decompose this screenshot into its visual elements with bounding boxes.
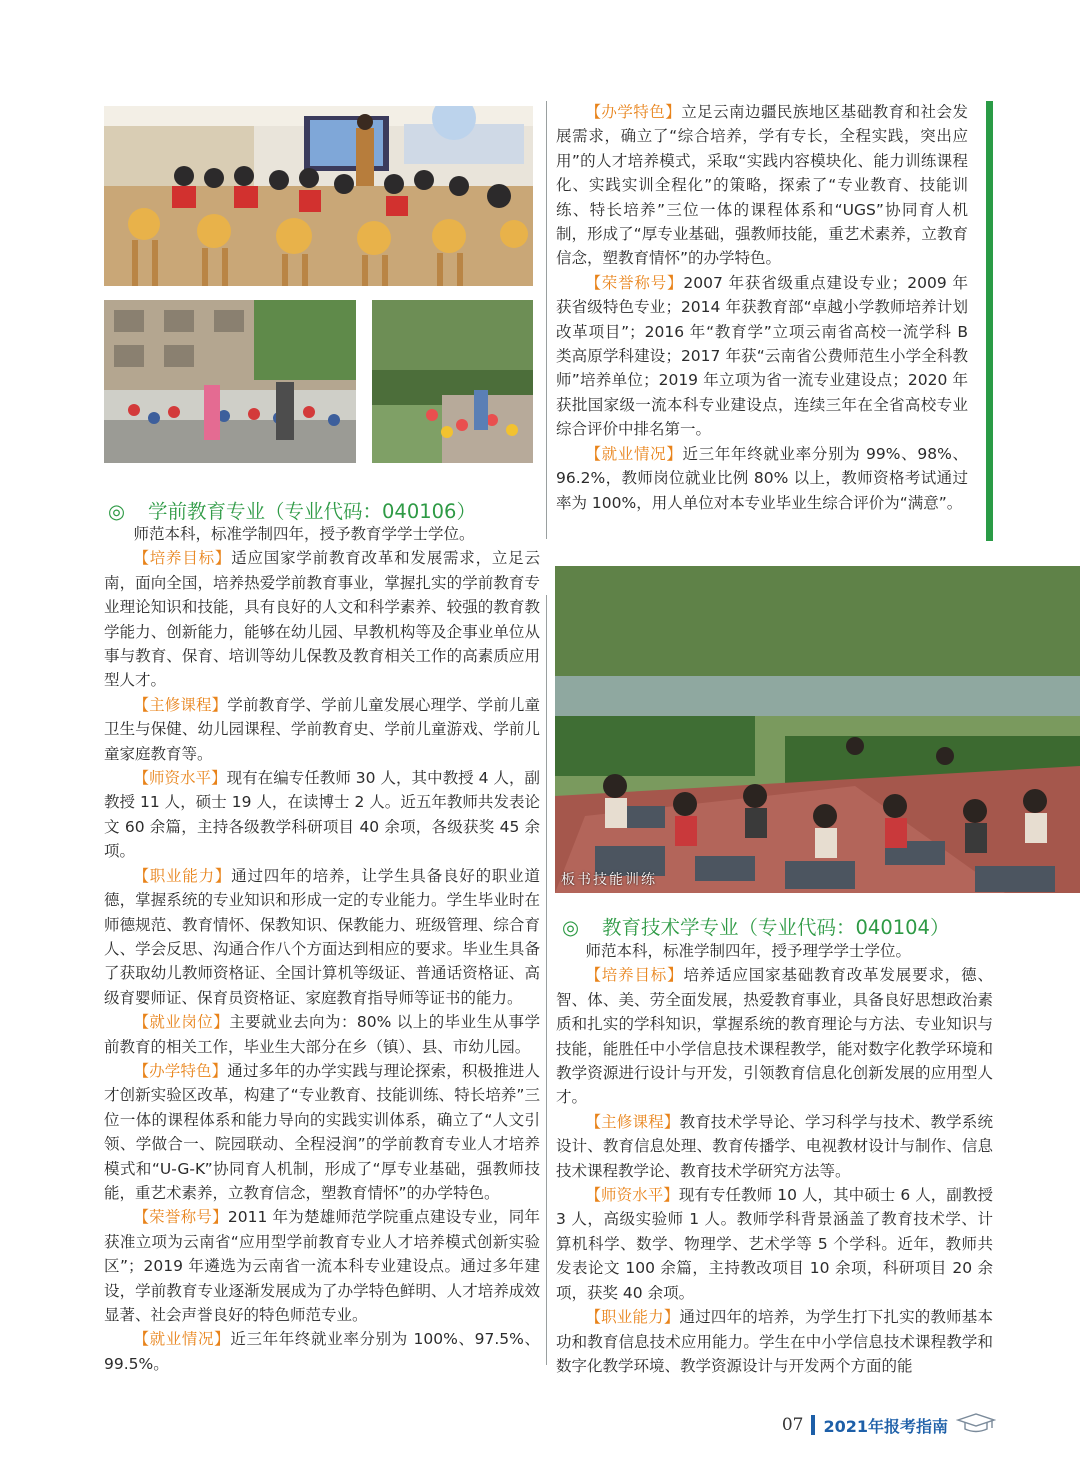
paragraph: 【就业情况】近三年年终就业率分别为 100%、97.5%、99.5%。 bbox=[104, 1330, 540, 1373]
photo-outdoor-activity-right bbox=[372, 300, 533, 463]
section-heading-preschool: ◎ 学前教育专业（专业代码：040106） bbox=[108, 500, 476, 523]
paragraph: 【荣誉称号】2007 年获省级重点建设专业；2009 年获省级特色专业；2014 年获教育部“卓越小学教师培养计划改革项目”；2016 年“教育学”立项云南省高校一流学科 B 类高原学科建设；2017 年获“云南省公费师范生小学全科教师”培养单位；2019 年立项为省一流专业建设点；2020 年获批国家级一流本科专业建设点，连续三年在全省高校专业综合评价中排名第一。 bbox=[556, 273, 968, 439]
column-divider-left bbox=[546, 595, 547, 1365]
page-footer bbox=[782, 1412, 996, 1438]
paragraph: 【主修课程】学前教育学、学前儿童发展心理学、学前儿童卫生与保健、幼儿园课程、学前教育史、学前儿童游戏、学前儿童家庭教育等。 bbox=[104, 695, 540, 763]
paragraph: 【办学特色】立足云南边疆民族地区基础教育和社会发展需求，确立了“综合培养，学有专长，全程实践，突出应用”的人才培养模式，采取“实践内容模块化、能力训练课程化、实践实训全程化”的策略，探索了“专业教育、技能训练、特长培养”三位一体的课程体系和“UGS”协同育人机制，形成了“厚专业基础，强教师技能，重艺术素养，立教育信念，塑教育情怀”的办学特色。 bbox=[556, 103, 968, 268]
photo-outdoor-activity-left bbox=[104, 300, 356, 463]
section-heading-edtech: ◎ 教育技术学专业（专业代码：040104） bbox=[562, 916, 950, 939]
paragraph: 【办学特色】通过多年的办学实践与理论探索，积极推进人才创新实验区改革，构建了“专业教育、技能训练、特长培养”三位一体的课程体系和能力导向的实践实训体系，确立了“人文引领、学做合一、院园联动、全程浸润”的学前教育专业人才培养模式和“U-G-K”协同育人机制，形成了“厚专业基础，强教师技能，重艺术素养，立教育信念，塑教育情怀”的办学特色。 bbox=[104, 1061, 540, 1202]
paragraph: 【就业情况】近三年年终就业率分别为 99%、98%、96.2%，教师岗位就业比例 80% 以上，教师资格考试通过率为 100%，用人单位对本专业毕业生综合评价为“满意”。 bbox=[556, 444, 968, 512]
photo-caption: 板书技能训练 bbox=[561, 872, 657, 888]
footer-title: 2021年报考指南 bbox=[823, 1416, 948, 1436]
photo-blackboard-writing-practice bbox=[555, 566, 1080, 893]
section-mark-icon: ◎ bbox=[108, 500, 126, 523]
edtech-section-body bbox=[556, 939, 993, 1378]
section-mark-icon: ◎ bbox=[562, 916, 580, 939]
right-top-text bbox=[556, 100, 968, 515]
footer-divider bbox=[811, 1415, 815, 1435]
paragraph: 【培养目标】培养适应国家基础教育改革发展要求，德、智、体、美、劳全面发展，热爱教育事业，具备良好思想政治素质和扎实的学科知识，掌握系统的教育理论与方法、专业知识与技能，能胜任中小学信息技术课程教学，能对数字化教学环境和教学资源进行设计与开发，引领教育信息化创新发展的应用型人才。 bbox=[556, 966, 993, 1107]
column-divider-top bbox=[546, 101, 547, 539]
paragraph: 【职业能力】通过四年的培养，为学生打下扎实的教师基本功和教育信息技术应用能力。学生在中小学信息技术课程教学和数字化教学环境、教学资源设计与开发两个方面的能 bbox=[556, 1308, 993, 1375]
paragraph: 【培养目标】适应国家学前教育改革和发展需求，立足云南，面向全国，培养热爱学前教育事业，掌握扎实的学前教育专业理论知识和技能，具有良好的人文和科学素养、较强的教育教学能力、创新能力，能够在幼儿园、早教机构等及企事业单位从事与教育、保育、培训等幼儿保教及教育相关工作的高素质应用型人才。 bbox=[104, 549, 540, 690]
green-accent-bar bbox=[986, 101, 993, 541]
photo-kindergarten-classroom bbox=[104, 106, 533, 286]
preschool-section-body bbox=[104, 522, 540, 1376]
paragraph: 【师资水平】现有在编专任教师 30 人，其中教授 4 人，副教授 11 人，硕士 19 人，在读博士 2 人。近五年教师共发表论文 60 余篇，主持各级教学科研项目 40 余项，各级获奖 45 余项。 bbox=[104, 769, 540, 861]
paragraph: 【师资水平】现有专任教师 10 人，其中硕士 6 人，副教授 3 人，高级实验师 1 人。教师学科背景涵盖了教育技术学、计算机科学、数学、物理学、艺术学等 5 个学科。近年，教师共发表论文 100 余篇，主持教改项目 10 余项，科研项目 20 余项，获奖 40 余项。 bbox=[556, 1186, 993, 1302]
paragraph: 【职业能力】通过四年的培养，让学生具备良好的职业道德，掌握系统的专业知识和形成一定的专业能力。学生毕业时在师德规范、教育情怀、保教知识、保教能力、班级管理、综合育人、学会反思、沟通合作八个方面达到相应的要求。毕业生具备了获取幼儿教师资格证、全国计算机等级证、普通话资格证、高级育婴师证、保育员资格证、家庭教育指导师等证书的能力。 bbox=[104, 866, 540, 1007]
paragraph: 【荣誉称号】2011 年为楚雄师范学院重点建设专业，同年获准立项为云南省“应用型学前教育专业人才培养模式创新实验区”；2019 年遴选为云南省一流本科专业建设点。通过多年建设，学前教育专业逐渐发展成为了办学特色鲜明、人才培养成效显著、社会声誉良好的特色师范专业。 bbox=[104, 1208, 540, 1324]
intro: 师范本科，标准学制四年，授予教育学学士学位。 bbox=[133, 525, 475, 543]
graduation-cap-icon bbox=[956, 1412, 996, 1438]
paragraph: 【就业岗位】主要就业去向为：80% 以上的毕业生从事学前教育的相关工作，毕业生大部分在乡（镇）、县、市幼儿园。 bbox=[104, 1013, 540, 1056]
page-number: 07 bbox=[781, 1415, 804, 1435]
intro: 师范本科，标准学制四年，授予理学学士学位。 bbox=[585, 942, 911, 960]
paragraph: 【主修课程】教育技术学导论、学习科学与技术、教学系统设计、教育信息处理、教育传播学、电视教材设计与制作、信息技术课程教学论、教育技术学研究方法等。 bbox=[556, 1112, 993, 1180]
